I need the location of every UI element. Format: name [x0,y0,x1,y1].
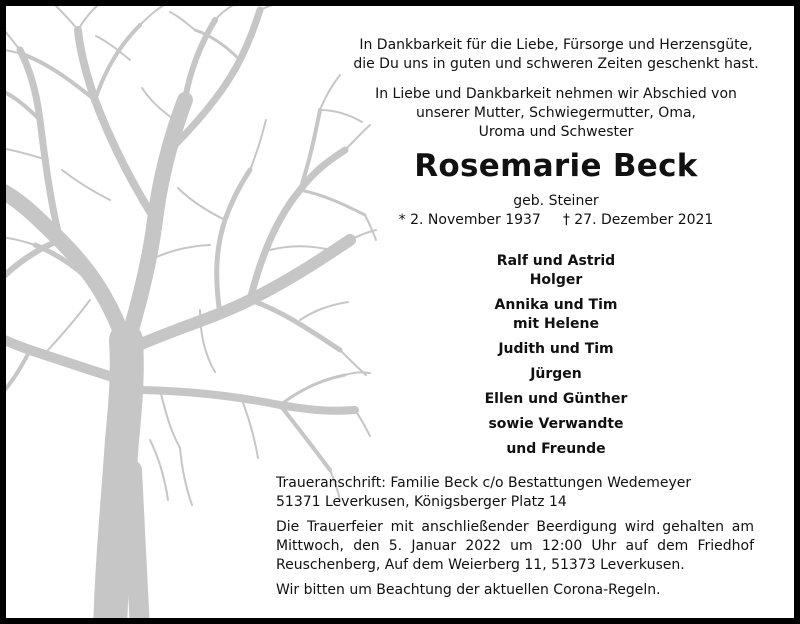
mourner-group [336,296,776,334]
intro-line-1: In Dankbarkeit für die Liebe, Fürsorge und Herzensgüte, [359,37,753,53]
address-line-1: Traueranschrift: Familie Beck c/o Bestattungen Wedemeyer [276,475,692,491]
farewell-line-1: In Liebe und Dankbarkeit nehmen wir Abschied von [375,86,737,102]
mourner-line: Ellen und Günther [484,391,628,407]
death-date: † 27. Dezember 2021 [562,212,714,228]
mourner-line: Judith und Tim [498,341,614,357]
mourner-group [336,415,776,434]
birth-date: * 2. November 1937 [398,212,541,228]
intro-line-2: die Du uns in guten und schweren Zeiten geschenkt hast. [353,56,759,72]
mourner-line: und Freunde [506,441,606,457]
mourner-group [336,340,776,359]
ceremony-info [276,518,754,575]
farewell-line-2: unserer Mutter, Schwiegermutter, Oma, [416,105,696,121]
mourners-list [336,252,776,459]
mourner-group [336,390,776,409]
mourner-group [336,440,776,459]
intro-text [336,36,776,74]
corona-notice: Wir bitten um Beachtung der aktuellen Corona-Regeln. [276,582,661,598]
mourner-group [336,365,776,384]
address-line-2: 51371 Leverkusen, Königsberger Platz 14 [276,494,567,510]
farewell-line-3: Uroma und Schwester [478,124,634,140]
mourner-line: Annika und Tim [494,297,618,313]
deceased-name: Rosemarie Beck [414,148,698,184]
ceremony-line-2: Mittwoch, den 5. Januar 2022 um 12:00 Uhr auf dem Friedhof [276,538,754,554]
mourning-address [276,474,754,512]
mourner-line: mit Helene [513,316,599,332]
mourner-line: sowie Verwandte [488,416,624,432]
farewell-text [336,85,776,142]
mourner-line: Holger [529,272,583,288]
mourner-line: Jürgen [530,366,582,382]
mourner-line: Ralf und Astrid [496,253,616,269]
ceremony-line-3: Reuschenberg, Auf dem Weierberg 11, 51373 Leverkusen. [276,557,685,573]
mourner-group [336,252,776,290]
ceremony-line-1: Die Trauerfeier mit anschließender Beerdigung wird gehalten am [276,519,754,535]
maiden-name: geb. Steiner [513,193,599,209]
life-dates [336,211,776,230]
